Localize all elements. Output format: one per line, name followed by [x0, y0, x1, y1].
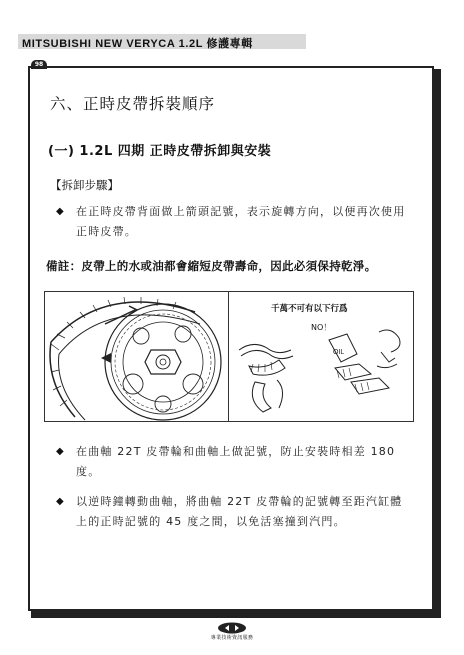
- warning-no: NO！: [311, 323, 332, 332]
- bullet-text-2: 在曲軸 22T 皮帶輪和曲軸上做記號，防止安裝時相差 180 度。: [76, 445, 396, 478]
- timing-belt-illustration: [45, 292, 229, 421]
- warning-title: 千萬不可有以下行爲: [271, 304, 348, 314]
- section-title: 六、正時皮帶拆裝順序: [50, 95, 216, 113]
- timing-belt-drawing: [45, 292, 228, 421]
- subsection-title: (一) 1.2L 四期 正時皮帶拆卸與安裝: [48, 144, 272, 159]
- bullet-icon: ◆: [56, 206, 64, 217]
- bullet-text-1: 在正時皮帶背面做上箭頭記號，表示旋轉方向，以便再次使用正時皮帶。: [76, 205, 406, 238]
- figure-panel: [44, 291, 414, 422]
- steps-label: 【拆卸步驟】: [50, 178, 119, 192]
- footer-logo-text: 專業技術資訊服務: [210, 635, 254, 641]
- bullet-icon: ◆: [56, 446, 64, 457]
- page-tab: [31, 60, 47, 69]
- bullet-icon: ◆: [56, 496, 64, 507]
- oil-can-label: OIL: [333, 349, 345, 356]
- header-title: MITSUBISHI NEW VERYCA 1.2L 修護專輯: [22, 38, 253, 50]
- page-number: 98: [34, 61, 44, 68]
- bullet-text-3: 以逆時鐘轉動曲軸，將曲軸 22T 皮帶輪的記號轉至距汽缸體上的正時記號的 45 度之間，以免活塞撞到汽門。: [76, 495, 403, 528]
- note-text: 備註：皮帶上的水或油都會縮短皮帶壽命，因此必須保持乾淨。: [46, 259, 377, 273]
